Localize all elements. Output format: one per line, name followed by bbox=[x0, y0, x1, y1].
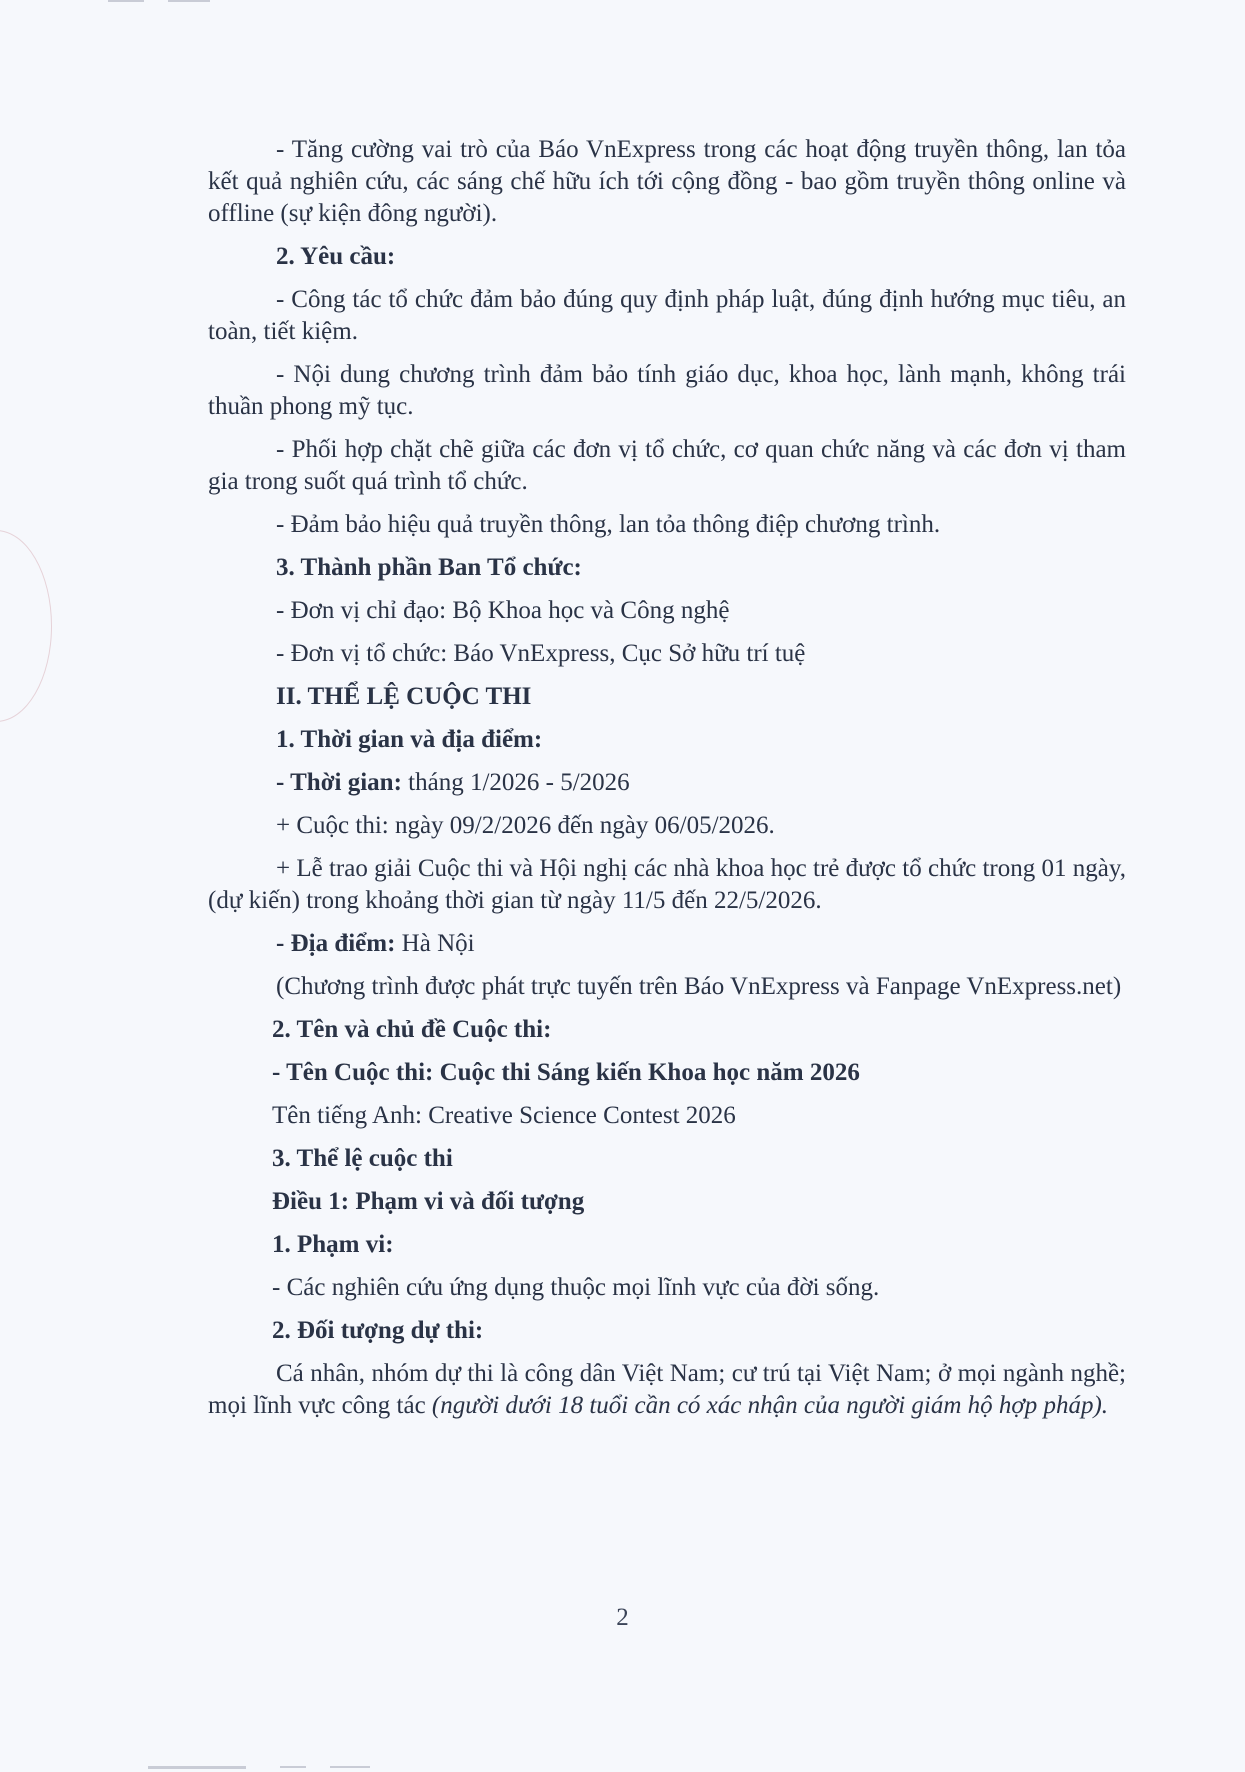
paragraph: - Các nghiên cứu ứng dụng thuộc mọi lĩnh vực của đời sống. bbox=[272, 1274, 880, 1301]
scan-artifact-bottom bbox=[330, 1766, 370, 1768]
article-heading: Điều 1: Phạm vi và đối tượng bbox=[272, 1188, 585, 1215]
scan-artifact-bottom bbox=[280, 1766, 306, 1768]
paragraph-italic-note: (người dưới 18 tuổi cần có xác nhận của người giám hộ hợp pháp). bbox=[431, 1392, 1109, 1419]
contest-name: - Tên Cuộc thi: Cuộc thi Sáng kiến Khoa học năm 2026 bbox=[272, 1059, 860, 1086]
paragraph: - Đảm bảo hiệu quả truyền thông, lan tỏa thông điệp chương trình. bbox=[276, 511, 941, 538]
paragraph: + Cuộc thi: ngày 09/2/2026 đến ngày 06/05/2026. bbox=[276, 812, 775, 839]
paragraph: + Lễ trao giải Cuộc thi và Hội nghị các nhà khoa học trẻ được tổ chức trong 01 ngày, (dự kiến) trong khoảng thời gian từ ngày 11/5 đến 22/5/2026. bbox=[208, 855, 1126, 914]
section-heading: 3. Thể lệ cuộc thi bbox=[272, 1145, 453, 1172]
document-body bbox=[208, 134, 1126, 1422]
time-line bbox=[208, 767, 1126, 799]
chapter-heading: II. THỂ LỆ CUỘC THI bbox=[276, 683, 532, 710]
scan-artifact-top bbox=[108, 0, 144, 2]
stamp-trace bbox=[0, 530, 52, 722]
paragraph: - Tăng cường vai trò của Báo VnExpress trong các hoạt động truyền thông, lan tỏa kết quả nghiên cứu, các sáng chế hữu ích tới cộng đồng - bao gồm truyền thông online và offline (sự kiện đông người). bbox=[208, 136, 1126, 227]
section-heading: 2. Đối tượng dự thi: bbox=[272, 1317, 484, 1344]
paragraph: - Nội dung chương trình đảm bảo tính giáo dục, khoa học, lành mạnh, không trái thuần phong mỹ tục. bbox=[208, 361, 1126, 420]
section-heading: 3. Thành phần Ban Tổ chức: bbox=[276, 554, 582, 581]
page-number: 2 bbox=[616, 1604, 629, 1631]
location-value: Hà Nội bbox=[395, 930, 475, 957]
section-heading: 2. Yêu cầu: bbox=[276, 243, 396, 270]
paragraph: - Công tác tổ chức đảm bảo đúng quy định pháp luật, đúng định hướng mục tiêu, an toàn, tiết kiệm. bbox=[208, 286, 1126, 345]
location-label: - Địa điểm: bbox=[276, 930, 396, 957]
paragraph-text: Cá nhân, nhóm dự thi là công dân Việt Nam; cư trú tại Việt Nam; ở mọi ngành nghề; mọi lĩnh vực công tác bbox=[208, 1360, 1126, 1419]
time-label: - Thời gian: bbox=[276, 769, 402, 796]
scan-artifact-bottom bbox=[148, 1766, 246, 1769]
paragraph: Tên tiếng Anh: Creative Science Contest 2026 bbox=[272, 1102, 736, 1129]
section-heading: 1. Thời gian và địa điểm: bbox=[276, 726, 543, 753]
scan-artifact-top bbox=[168, 0, 210, 2]
time-value: tháng 1/2026 - 5/2026 bbox=[401, 769, 630, 796]
location-line bbox=[208, 928, 1126, 960]
section-heading: 1. Phạm vi: bbox=[272, 1231, 394, 1258]
paragraph: - Đơn vị tổ chức: Báo VnExpress, Cục Sở hữu trí tuệ bbox=[276, 640, 806, 667]
paragraph bbox=[208, 1358, 1126, 1422]
paragraph: - Phối hợp chặt chẽ giữa các đơn vị tổ chức, cơ quan chức năng và các đơn vị tham gia trong suốt quá trình tổ chức. bbox=[208, 436, 1126, 495]
paragraph: (Chương trình được phát trực tuyến trên Báo VnExpress và Fanpage VnExpress.net) bbox=[276, 973, 1122, 1000]
paragraph: - Đơn vị chỉ đạo: Bộ Khoa học và Công nghệ bbox=[276, 597, 730, 624]
section-heading: 2. Tên và chủ đề Cuộc thi: bbox=[272, 1016, 552, 1043]
